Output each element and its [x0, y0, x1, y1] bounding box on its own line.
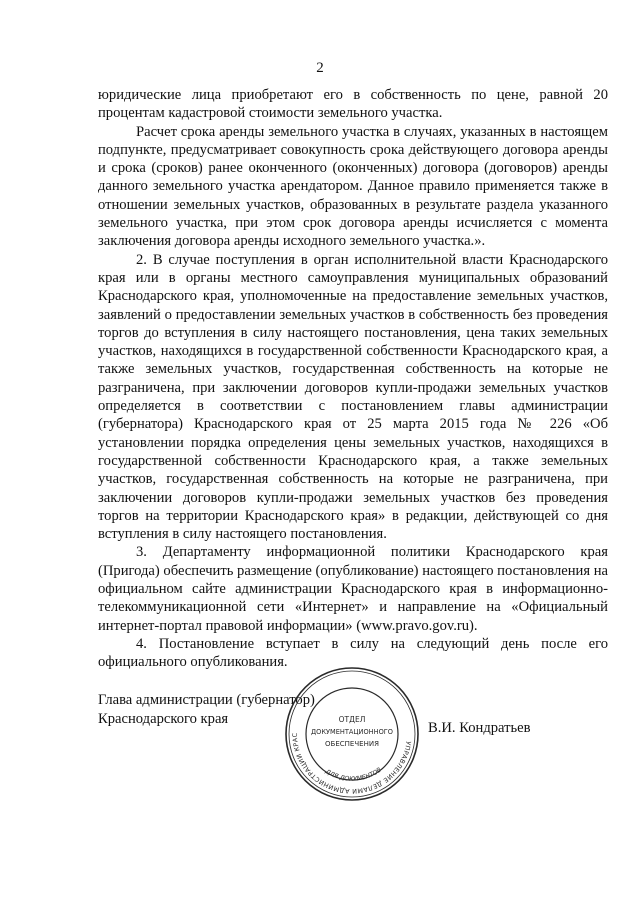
svg-text:УПРАВЛЕНИЕ ДЕЛАМИ АДМИНИСТРАЦИ: УПРАВЛЕНИЕ ДЕЛАМИ АДМИНИСТРАЦИИ КРАС	[290, 732, 413, 796]
page-number: 2	[316, 60, 324, 76]
signature-block	[98, 691, 618, 811]
paragraph-lease-term: Расчет срока аренды земельного участка в случаях, указанных в настоящем подпункте, предусматривает совокупность срока действующего договора аренды и срока (сроков) ранее оконченного (оконченных) договора (договоров) аренды данного земельного участка арендатором. Данное правило применяется также в отношении земельных участков, образованных в результате раздела указанного земельного участка, при этом срок договора аренды исчисляется с момента заключения договора аренды исходного земельного участка.».	[98, 123, 608, 250]
signatory-name: В.И. Кондратьев	[428, 720, 531, 736]
signatory-title-line2: Краснодарского края	[98, 711, 229, 727]
paragraph-item-3: 3. Департаменту информационной политики Краснодарского края (Пригода) обеспечить размещение (опубликование) настоящего постановления на официальном сайте администрации Краснодарского края в информационно-телекоммуникационной сети «Интернет» и направление на «Официальный интернет-портал правовой информации» (www.pravo.gov.ru).	[98, 544, 608, 634]
seal-icon	[282, 664, 422, 804]
official-seal	[282, 664, 422, 804]
paragraph-continuation: юридические лица приобретают его в собственность по цене, равной 20 процентам кадастровой стоимости земельного участка.	[98, 87, 608, 122]
svg-text:ОБЕСПЕЧЕНИЯ: ОБЕСПЕЧЕНИЯ	[325, 740, 379, 748]
signatory-title-line1: Глава администрации (губернатор)	[98, 692, 315, 708]
svg-text:ОТДЕЛ: ОТДЕЛ	[338, 715, 366, 724]
svg-text:ДЛЯ ДОКУМЕНТОВ: ДЛЯ ДОКУМЕНТОВ	[323, 766, 383, 783]
paragraph-item-2: 2. В случае поступления в орган исполнительной власти Краснодарского края или в органы местного самоуправления муниципальных образований Краснодарского края, уполномоченные на предоставление земельных участков, заявлений о предоставлении земельных участков в собственность без проведения торгов до вступления в силу настоящего постановления, цена таких земельных участков, находящихся в государственной собственности Краснодарского края, а также земельных участков, государственная собственность на которые не разграничена, при заключении договоров купли-продажи земельных участков определяется в соответствии с постановлением главы администрации (губернатора) Краснодарского края от 25 марта 2015 года № 226 «Об установлении порядка определения цены земельных участков, находящихся в государственной собственности Краснодарского края, а также земельных участков, государственная собственность на которые не разграничена, при заключении договоров купли-продажи земельных участков без проведения торгов на территории Краснодарского края» в редакции, действующей со дня вступления в силу настоящего постановления.	[98, 251, 608, 543]
svg-text:ДОКУМЕНТАЦИОННОГО: ДОКУМЕНТАЦИОННОГО	[311, 728, 393, 736]
document-body	[98, 86, 608, 672]
paragraph-item-4: 4. Постановление вступает в силу на следующий день после его официального опубликования.	[98, 635, 608, 671]
